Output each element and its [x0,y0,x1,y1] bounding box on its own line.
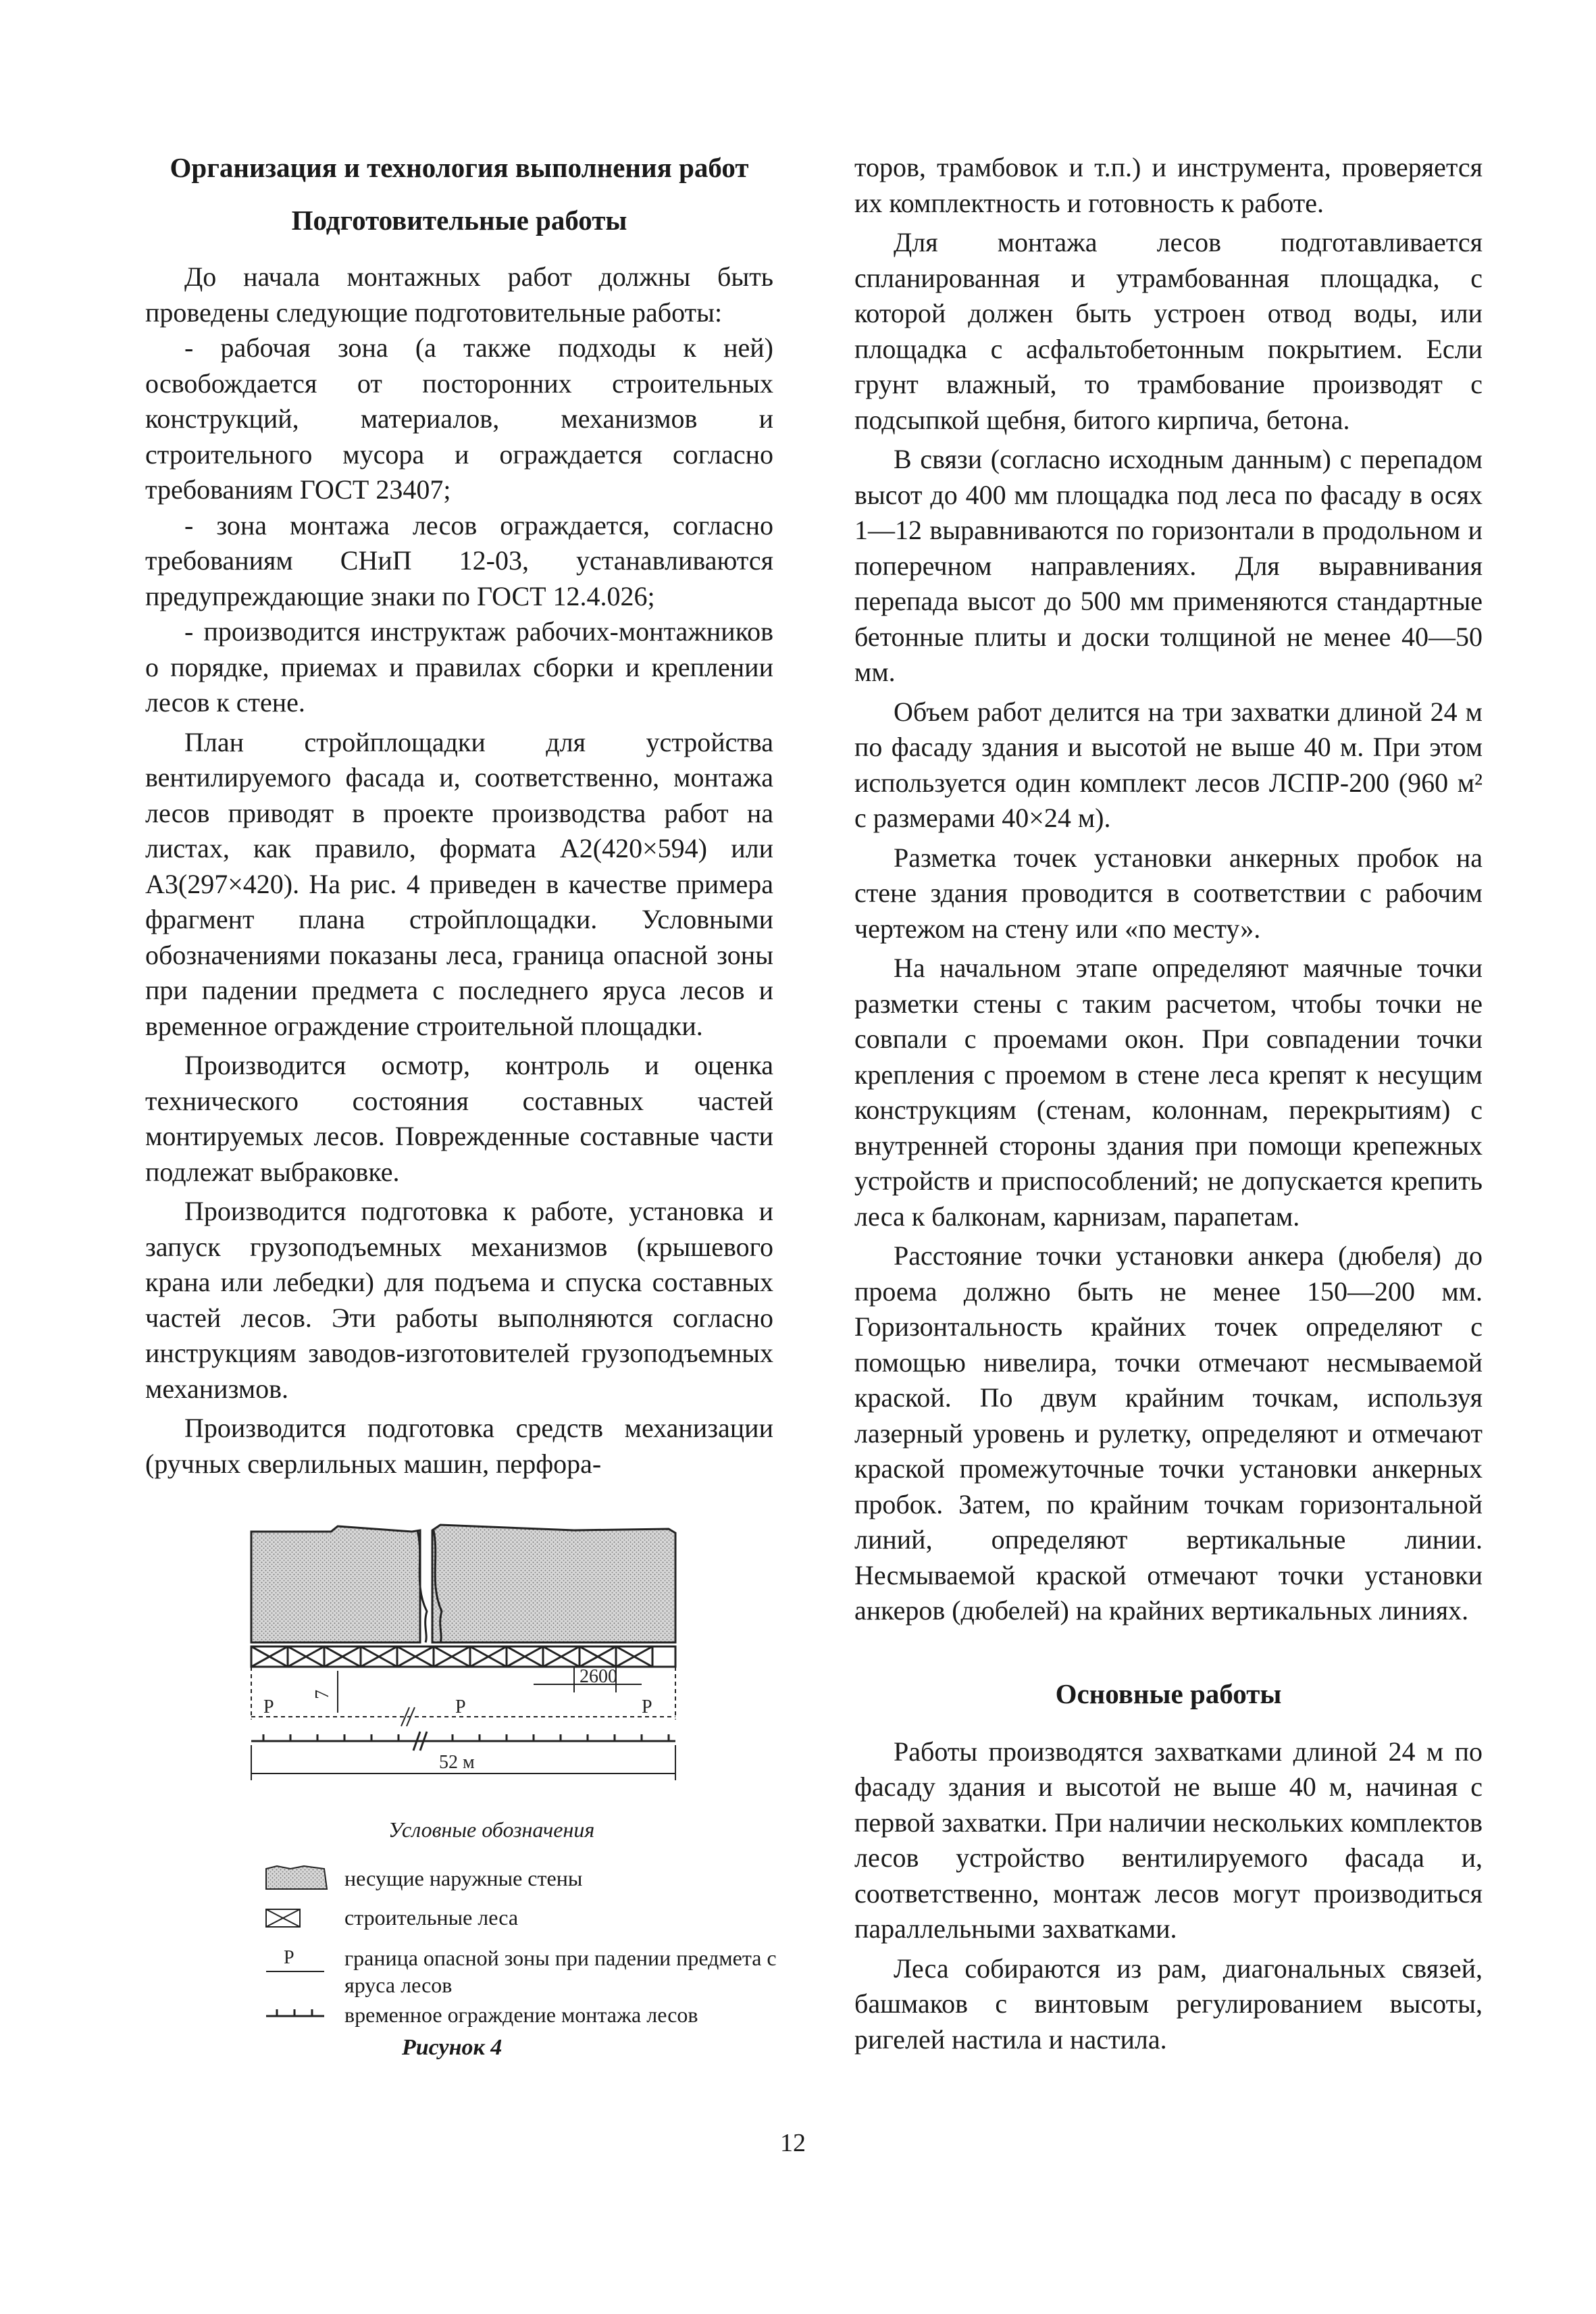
section-heading: Организация и технология выполнения работ [170,152,749,183]
list-item: - рабочая зона (а также подходы к ней) освобождается от посторонних строительных конструкций, материалов, механизмов и строительного мусора и ограждается согласно требованиям ГОСТ 23407; [145,332,773,505]
danger-zone-symbol-icon [263,1944,331,1985]
list-item: - зона монтажа лесов ограждается, согласно требованиям СНиП 12-03, устанавливаются предупреждающие знаки по ГОСТ 12.4.026; [145,509,773,611]
dim-7-label: 7 [312,1690,333,1699]
paragraph: План стройплощадки для устройства вентилируемого фасада и, соответственно, монтажа лесов приводят в проекте производства работ на листах, как правило, формата А2(420×594) или А3(297×420). На рис. 4 приведен в качестве примера фрагмент плана стройплощадки. Условными обозначениями показаны леса, граница опасной зоны при падении предмета с последнего яруса лесов и временное ограждение строительной площадки. [145,726,773,1041]
subsection-heading: Подготовительные работы [291,205,627,236]
figure-caption: Рисунок 4 [402,2035,503,2060]
paragraph: До начала монтажных работ должны быть проведены следующие подготовительные работы: [145,261,773,328]
paragraph: Для монтажа лесов подготавливается спланированная и утрамбованная площадка, с которой должен быть устроен отвод воды, или площадка с асфальтобетонным покрытием. Если грунт влажный, то трамбование производят с подсыпкой щебня, битого кирпича, бетона. [854,227,1483,435]
marker-label: Р [455,1696,466,1717]
legend-label: несущие наружные стены [344,1866,583,1890]
paragraph: торов, трамбовок и т.п.) и инструмента, проверяется их комплектность и готовность к работе. [854,152,1483,218]
paragraph: Объем работ делится на три захватки длиной 24 м по фасаду здания и высотой не выше 40 м. При этом используется один комплект лесов ЛСПР-200 (960 м² с размерами 40×24 м). [854,696,1483,833]
right-column [854,150,1483,2057]
dimension-2600 [534,1666,642,1692]
paragraph: Разметка точек установки анкерных пробок на стене здания проводится в соответствии с рабочим чертежом на стену или «по месту». [854,842,1483,944]
marker-label: Р [263,1696,274,1717]
scaffolding-symbol-icon [263,1904,331,1931]
marker-label: Р [284,1947,294,1968]
paragraph: Производится осмотр, контроль и оценка технического состояния составных частей монтируемых лесов. Поврежденные составные части подлежат выбраковке. [145,1050,773,1187]
building-wall [251,1525,675,1642]
dimension-52m [251,1745,675,1780]
legend-label: временное ограждение монтажа лесов [344,2003,698,2027]
paragraph: Расстояние точки установки анкера (дюбеля) до проема должно быть не менее 150—200 мм. Горизонтальность крайних точек определяют с помощью нивелира, точки отмечают несмываемой краской. По двум крайним точкам, используя лазерный уровень и рулетку, определяют и отмечают краской промежуточные точки установки анкерных пробок. Затем, по крайним точкам горизонтальной линий, определяют вертикальные линии. Несмываемой краской отмечают точки установки анкеров (дюбелей) на крайних вертикальных линиях. [854,1240,1483,1626]
legend-title: Условные обозначения [388,1817,595,1842]
paragraph: Производится подготовка средств механизации (ручных сверлильных машин, перфора- [145,1413,773,1479]
legend-label: граница опасной зоны при падении предмета с яруса лесов [344,1946,777,1997]
left-column [145,150,773,1482]
paragraph: На начальном этапе определяют маячные точки разметки стены с таким расчетом, чтобы точки не совпали с проемами окон. При совпадении точки крепления с проемом в стене леса крепят к несущим конструкциям (стенам, колоннам, перекрытиям) с внутренней стороны здания при помощи крепежных устройств и приспособлений; не допускается крепить леса к балконам, карнизам, парапетам. [854,953,1483,1232]
site-plan-drawing [236,1517,790,1801]
paragraph: В связи (согласно исходным данным) с перепадом высот до 400 мм площадка под леса по фасаду в осях 1—12 выравниваются по горизонтали в продольном и поперечном направлениях. Для выравнивания перепада высот до 500 мм применяются стандартные бетонные плиты и доски толщиной не менее 40—50 мм. [854,444,1483,687]
temporary-fence [251,1732,675,1751]
paragraph: Производится подготовка к работе, установка и запуск грузоподъемных механизмов (крышевого крана или лебедки) для подъема и спуска составных частей лесов. Эти работы выполняются согласно инструкциям заводов-изготовителей грузоподъемных механизмов. [145,1196,773,1404]
dim-52-label: 52 м [439,1752,475,1773]
dim-2600-label: 2600 [580,1666,617,1687]
wall-symbol-icon [263,1865,331,1892]
list-item: - производится инструктаж рабочих-монтажников о порядке, приемах и правилах сборки и креплении лесов к стене. [145,616,773,718]
page-number: 12 [780,2129,806,2157]
dimension-7 [312,1671,338,1713]
section-heading: Основные работы [1055,1678,1282,1709]
site-plan-figure [236,1517,790,1804]
legend-label: строительные леса [344,1905,519,1930]
scaffolding [251,1646,675,1667]
marker-label: Р [642,1696,652,1717]
fence-symbol-icon [263,2001,331,2028]
paragraph: Работы производятся захватками длиной 24 м по фасаду здания и высотой не выше 40 м, начиная с первой захватки. При наличии нескольких комплектов лесов устройство вентилируемого фасада и, соответственно, монтаж лесов могут производиться параллельными захватками. [854,1736,1483,1944]
paragraph: Леса собираются из рам, диагональных связей, башмаков с винтовым регулированием высоты, ригелей настила и настила. [854,1953,1483,2055]
